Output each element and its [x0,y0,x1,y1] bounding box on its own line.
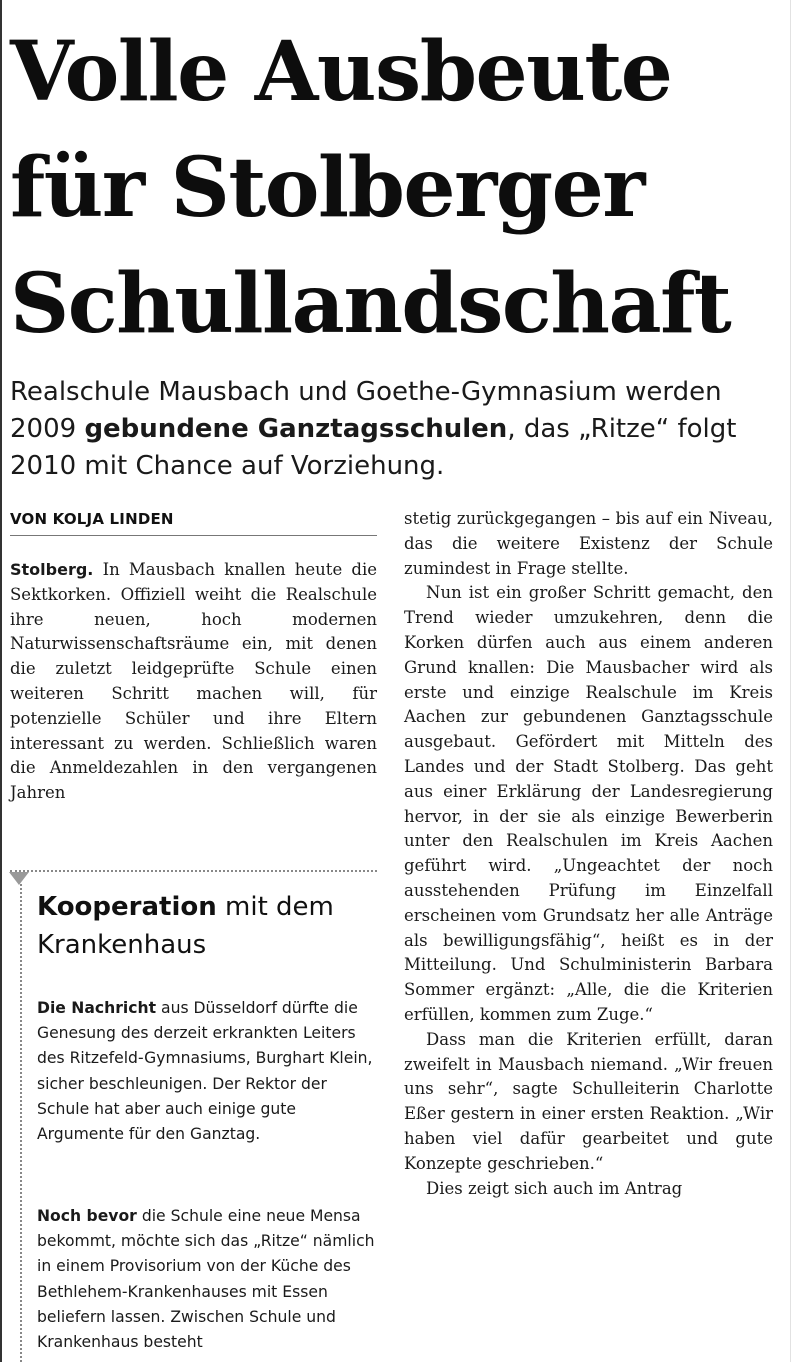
right-column-paragraph-4: Dies zeigt sich auch im Antrag [426,1178,683,1198]
right-column-paragraph-2: Nun ist ein großer Schritt gemacht, den Trend wieder umzukehren, denn die Korken dürfen auch aus einem anderen Grund knallen: Die Mausbacher wird als erste und einzige Realschule im Kreis Aachen zur gebundenen Ganztagsschule ausgebaut. Gefördert mit Mitteln des Landes und der Stadt Stolberg. Das geht aus einer Erklärung der Landesregierung hervor, in der sie als einzige Bewerberin unter den Realschulen im Kreis Aachen geführt wird. „Ungeachtet der noch ausstehenden Prüfung im Einzelfall erscheinen vom Grundsatz her alle Anträge als bewilligungsfähig“, heißt es in der Mitteilung. Und Schulministerin Barbara Sommer ergänzt: „Alle, die die Kriterien erfüllen, kommen zum Zuge.“ [404,583,773,1024]
right-column-paragraph-1: stetig zurückgegangen – bis auf ein Niveau, das die weitere Existenz der Schule zumindest in Frage stellte. [404,509,773,578]
infobox-side-rule [20,884,22,1362]
infobox-p2-lead: Noch bevor [37,1207,137,1225]
byline: VON KOLJA LINDEN [10,510,377,536]
subhead-emphasis: gebundene Ganztagsschulen [84,414,508,444]
left-column-body: In Mausbach knallen heute die Sektkorken. Offiziell weiht die Realschule ihre neuen, hoch modernen Naturwissenschaftsräume ein, mit denen die zuletzt leidgeprüfte Schule einen weiteren Schritt machen will, für potenzielle Schüler und ihre Eltern interessant zu werden. Schließlich waren die Anmeldezahlen in den vergangenen Jahren [10,560,377,803]
subhead-tail: , das „Ritze“ folgt 2010 mit Chance auf Vorziehung. [10,414,737,481]
left-column-text [10,558,377,806]
infobox-title-bold: Kooperation [37,892,217,922]
headline-line-2: für Stolberger [10,140,644,236]
page-right-border [790,0,791,1362]
right-column-paragraph-3: Dass man die Kriterien erfüllt, daran zweifelt in Mausbach niemand. „Wir freuen uns sehr“, sagte Schulleiterin Charlotte Eßer gestern in einer ersten Reaktion. „Wir haben viel dafür gearbeitet und gute Konzepte geschrieben.“ [404,1029,773,1173]
infobox-paragraph-1 [37,996,382,1147]
dateline-place: Stolberg. [10,560,94,579]
infobox-paragraph-2 [37,1204,382,1355]
infobox-title-rest: mit dem Krankenhaus [37,892,334,960]
right-column [404,507,773,1201]
headline-line-1: Volle Ausbeute [10,24,672,120]
infobox-top-rule [10,870,377,872]
headline [10,14,780,362]
infobox-p1-lead: Die Nachricht [37,999,157,1017]
infobox-marker-icon [9,872,29,885]
infobox-title [37,888,377,964]
headline-line-3: Schullandschaft [10,256,731,352]
subhead-lead: Realschule Mausbach und Goethe-Gymnasium werden 2009 [10,377,722,444]
subheadline [10,374,780,485]
infobox-p1-text: aus Düsseldorf dürfte die Genesung des derzeit erkrankten Leiters des Ritzefeld-Gymnasiums, Burghart Klein, sicher beschleunigen. Der Rektor der Schule hat aber auch einige gute Argumente für den Ganztag. [37,999,373,1144]
page-left-border [0,0,2,1362]
infobox-p2-text: die Schule eine neue Mensa bekommt, möchte sich das „Ritze“ nämlich in einem Provisorium von der Küche des Bethlehem-Krankenhauses mit Essen beliefern lassen. Zwischen Schule und Krankenhaus besteht [37,1207,375,1352]
